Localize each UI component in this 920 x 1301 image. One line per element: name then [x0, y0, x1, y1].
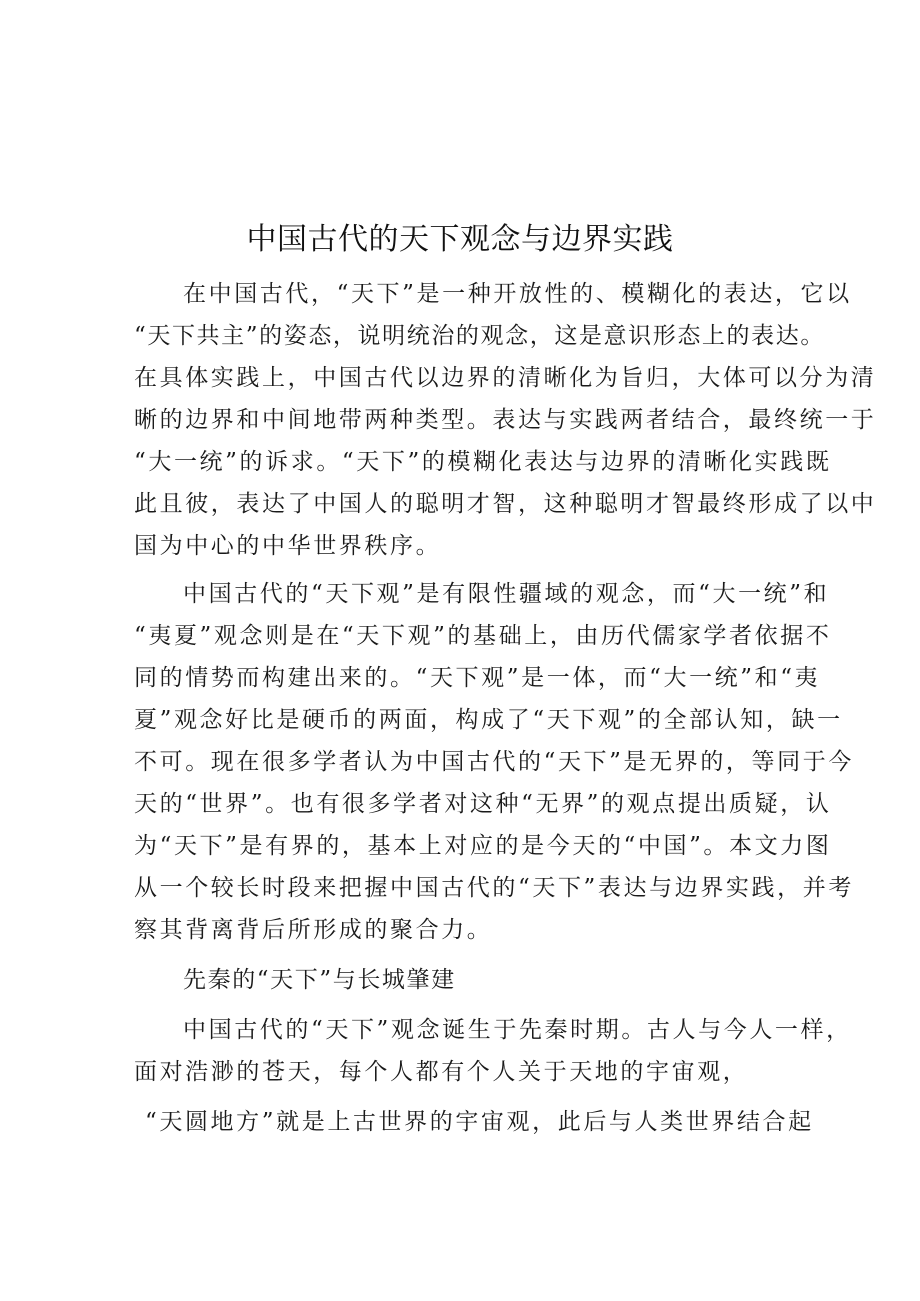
document-title: 中国古代的天下观念与边界实践 — [246, 222, 674, 257]
text-line: “天圆地方”就是上古世界的宇宙观，此后与人类世界结合起 — [145, 1109, 814, 1135]
text-line: 同的情势而构建出来的。“天下观”是一体，而“大一统”和“夷 — [134, 665, 821, 691]
text-line: 国为中心的中华世界秩序。 — [134, 533, 442, 559]
text-line: 夏”观念好比是硬币的两面，构成了“天下观”的全部认知，缺一 — [134, 707, 843, 733]
text-line: 为“天下”是有界的，基本上对应的是今天的“中国”。本文力图 — [134, 833, 832, 859]
text-line: “夷夏”观念则是在“天下观”的基础上，由历代儒家学者依据不 — [134, 623, 832, 649]
text-line: 察其背离背后所形成的聚合力。 — [134, 917, 493, 943]
text-line: 晰的边界和中间地带两种类型。表达与实践两者结合，最终统一于 — [134, 407, 877, 433]
text-line: 在中国古代，“天下”是一种开放性的、模糊化的表达，它以 — [183, 281, 852, 307]
text-line: “天下共主”的姿态，说明统治的观念，这是意识形态上的表达。 — [134, 323, 825, 349]
text-line: “大一统”的诉求。“天下”的模糊化表达与边界的清晰化实践既 — [134, 449, 832, 475]
text-line: 天的“世界”。也有很多学者对这种“无界”的观点提出质疑，认 — [134, 791, 832, 817]
text-line: 从一个较长时段来把握中国古代的“天下”表达与边界实践，并考 — [134, 875, 854, 901]
text-line: 中国古代的“天下”观念诞生于先秦时期。古人与今人一样， — [183, 1017, 852, 1043]
text-line: 此且彼，表达了中国人的聪明才智，这种聪明才智最终形成了以中 — [134, 491, 877, 517]
text-line: 在具体实践上，中国古代以边界的清晰化为旨归，大体可以分为清 — [134, 365, 877, 391]
section-heading: 先秦的“天下”与长城肇建 — [183, 967, 456, 993]
text-line: 中国古代的“天下观”是有限性疆域的观念，而“大一统”和 — [183, 581, 830, 607]
text-line: 面对浩渺的苍天，每个人都有个人关于天地的宇宙观， — [134, 1059, 749, 1085]
text-line: 不可。现在很多学者认为中国古代的“天下”是无界的，等同于今 — [134, 749, 854, 775]
